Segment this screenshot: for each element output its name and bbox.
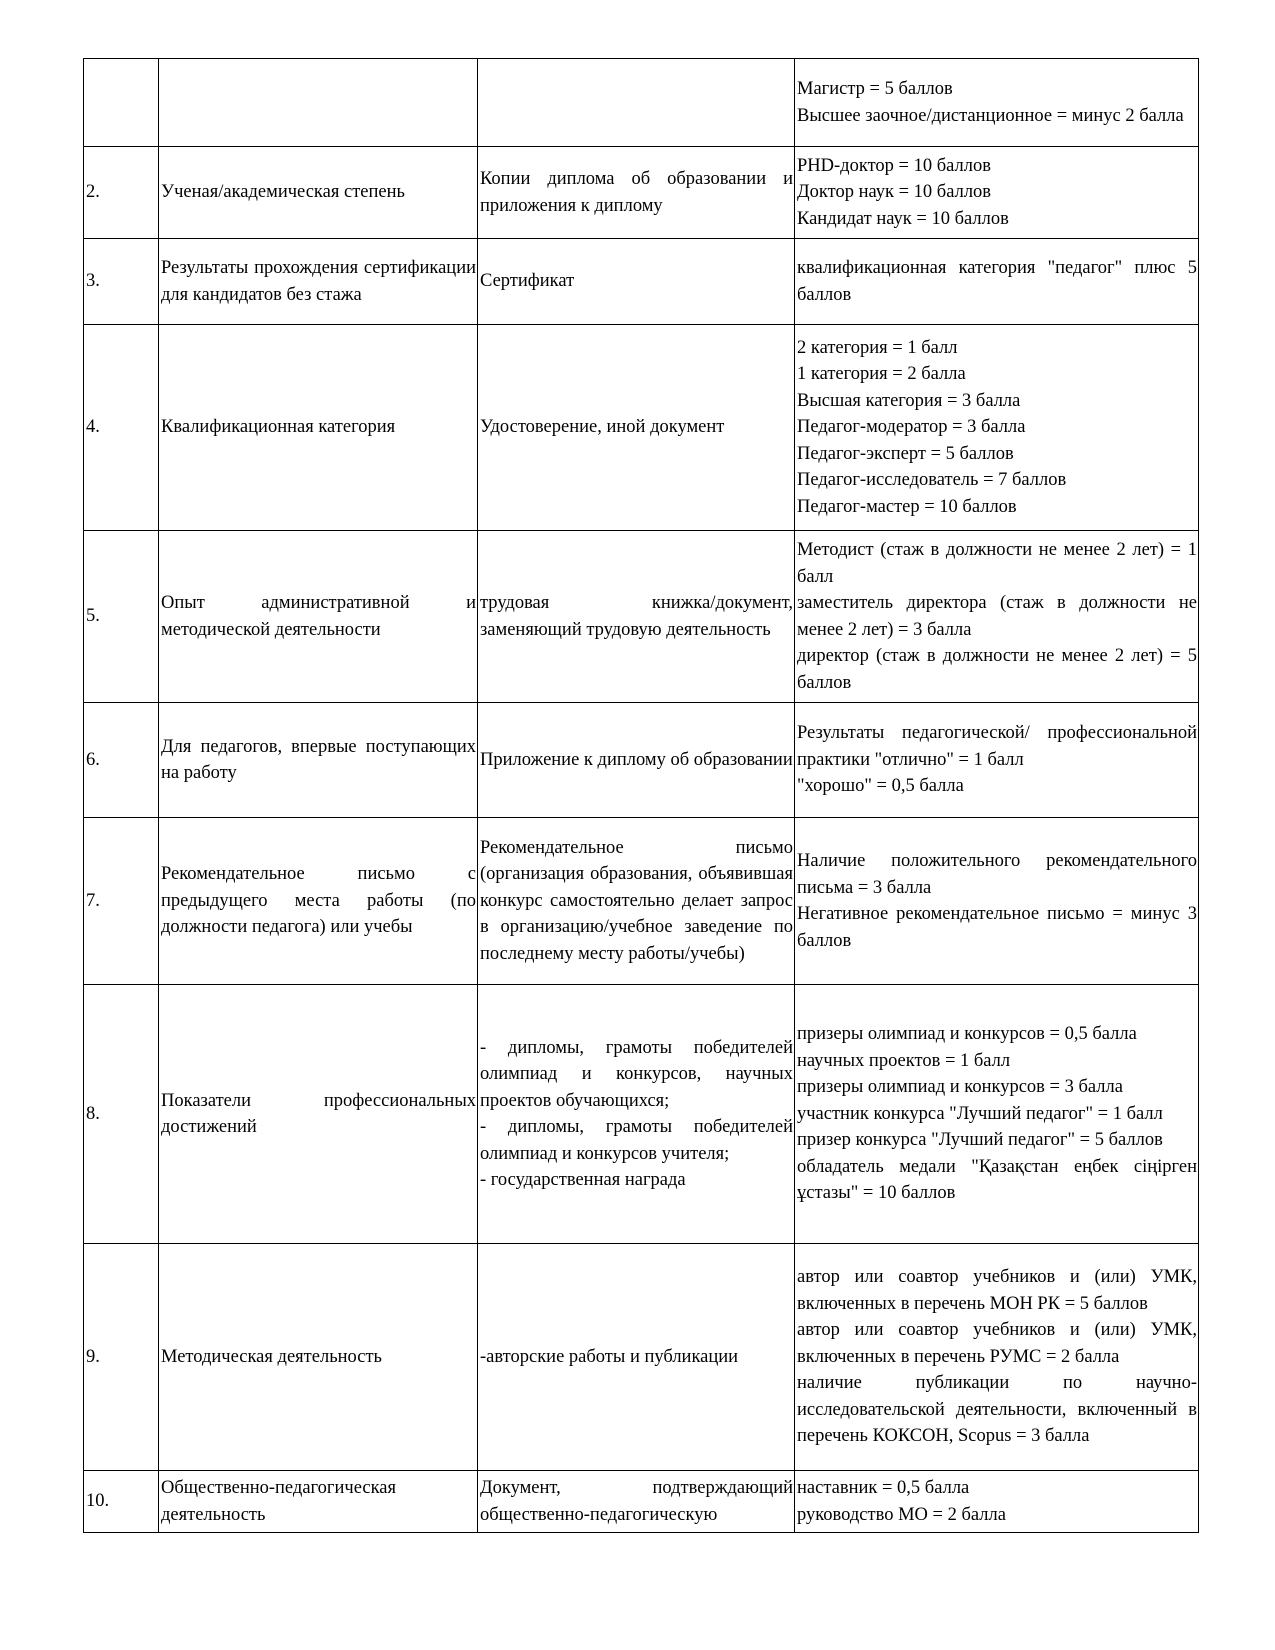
score-line: квалификационная категория "педагог" плюс 5 баллов	[797, 258, 1197, 305]
document-cell	[478, 325, 795, 531]
criterion-cell	[159, 531, 478, 703]
document-cell	[478, 531, 795, 703]
score-line: 1 категория = 2 балла	[797, 364, 966, 385]
score-line: Магистр = 5 баллов	[797, 79, 953, 99]
row-number-cell: 3.	[84, 239, 159, 325]
table-row	[84, 531, 1199, 703]
document-line: Приложение к диплому об образовании	[480, 749, 793, 770]
row-number-cell: 4.	[84, 325, 159, 531]
score-line: "хорошо" = 0,5 балла	[797, 776, 964, 797]
table-row	[84, 985, 1199, 1244]
row-number-cell: 2.	[84, 147, 159, 239]
document-cell	[478, 239, 795, 325]
score-cell	[795, 703, 1199, 818]
criterion-cell	[159, 703, 478, 818]
document-cell	[478, 703, 795, 818]
score-line: призер конкурса "Лучший педагог" = 5 баллов	[797, 1130, 1163, 1151]
row-number-cell	[84, 59, 159, 147]
score-cell	[795, 147, 1199, 239]
score-line: призеры олимпиад и конкурсов = 0,5 балла	[797, 1024, 1137, 1045]
criterion-line: Общественно-педагогическая деятельность	[161, 1478, 397, 1525]
score-line: Кандидат наук = 10 баллов	[797, 208, 1009, 229]
table-row	[84, 147, 1199, 239]
score-cell	[795, 531, 1199, 703]
document-line: - государственная награда	[480, 1170, 686, 1190]
table-row	[84, 239, 1199, 325]
score-line: автор или соавтор учебников и (или) УМК, включенных в перечень МОН РК = 5 баллов	[797, 1267, 1197, 1314]
criterion-cell	[159, 1471, 478, 1533]
document-cell	[478, 147, 795, 239]
score-line: Педагог-мастер = 10 баллов	[797, 496, 1017, 517]
score-line: обладатель медали "Қазақстан еңбек сіңірген ұстазы" = 10 баллов	[797, 1156, 1197, 1204]
score-cell	[795, 1244, 1199, 1471]
document-line: Удостоверение, иной документ	[480, 417, 725, 438]
row-number-cell: 5.	[84, 531, 159, 703]
score-line: призеры олимпиад и конкурсов = 3 балла	[797, 1077, 1123, 1098]
score-line: Методист (стаж в должности не менее 2 лет) = 1 балл	[797, 540, 1197, 587]
criterion-cell	[159, 147, 478, 239]
score-line: автор или соавтор учебников и (или) УМК, включенных в перечень РУМС = 2 балла	[797, 1320, 1197, 1367]
score-line: Результаты педагогической/ профессиональной практики "отлично" = 1 балл	[797, 723, 1197, 770]
score-line: Педагог-эксперт = 5 баллов	[797, 443, 1014, 464]
document-line: - дипломы, грамоты победителей олимпиад и конкурсов учителя;	[480, 1117, 793, 1164]
document-cell	[478, 1244, 795, 1471]
criterion-cell	[159, 818, 478, 985]
score-line: участник конкурса "Лучший педагог" = 1 балл	[797, 1103, 1163, 1124]
criterion-line: Результаты прохождения сертификации для кандидатов без стажа	[161, 258, 476, 305]
document-cell	[478, 985, 795, 1244]
score-line: Высшая категория = 3 балла	[797, 390, 1021, 411]
score-line: наставник = 0,5 балла	[797, 1478, 970, 1498]
criterion-line: Квалификационная категория	[161, 417, 396, 438]
score-line: научных проектов = 1 балл	[797, 1050, 1011, 1071]
document-page	[83, 58, 1198, 1533]
criterion-cell	[159, 1244, 478, 1471]
score-line: Высшее заочное/дистанционное = минус 2 балла	[797, 105, 1184, 126]
score-cell	[795, 239, 1199, 325]
criterion-cell	[159, 325, 478, 531]
score-line: Педагог-исследователь = 7 баллов	[797, 470, 1067, 491]
document-line: Копии диплома об образовании и приложения к диплому	[480, 169, 793, 216]
document-line: - дипломы, грамоты победителей олимпиад и конкурсов, научных проектов обучающихся;	[480, 1037, 793, 1111]
document-cell	[478, 818, 795, 985]
score-cell	[795, 818, 1199, 985]
document-line: трудовая книжка/документ, заменяющий трудовую деятельность	[480, 593, 793, 640]
criterion-line: Опыт административной и методической деятельности	[161, 593, 476, 640]
criterion-line: Методическая деятельность	[161, 1346, 382, 1367]
score-line: Негативное рекомендательное письмо = минус 3 баллов	[797, 904, 1197, 951]
criteria-table	[83, 58, 1199, 1533]
table-row	[84, 818, 1199, 985]
row-number-cell: 7.	[84, 818, 159, 985]
row-number-cell: 6.	[84, 703, 159, 818]
table-row	[84, 1244, 1199, 1471]
criterion-line: Для педагогов, впервые поступающих на работу	[161, 736, 476, 783]
criterion-cell	[159, 59, 478, 147]
document-line: -авторские работы и публикации	[480, 1346, 739, 1367]
score-line: директор (стаж в должности не менее 2 лет) = 5 баллов	[797, 646, 1197, 693]
document-cell	[478, 1471, 795, 1533]
score-line: Педагог-модератор = 3 балла	[797, 417, 1026, 438]
score-line: PHD-доктор = 10 баллов	[797, 155, 991, 176]
criterion-line: Показатели профессиональных достижений	[161, 1090, 476, 1137]
criterion-line: Ученая/академическая степень	[161, 182, 405, 203]
document-line: Документ, подтверждающий общественно-педагогическую	[480, 1478, 793, 1525]
score-cell	[795, 985, 1199, 1244]
score-cell	[795, 1471, 1199, 1533]
row-number-cell: 9.	[84, 1244, 159, 1471]
score-cell	[795, 325, 1199, 531]
criterion-cell	[159, 985, 478, 1244]
row-number-cell: 8.	[84, 985, 159, 1244]
criterion-cell	[159, 239, 478, 325]
criteria-table-body	[84, 59, 1199, 1533]
document-line: Сертификат	[480, 271, 575, 292]
score-cell	[795, 59, 1199, 147]
score-line: Наличие положительного рекомендательного письма = 3 балла	[797, 851, 1197, 898]
table-row	[84, 1471, 1199, 1533]
score-line: руководство МО = 2 балла	[797, 1504, 1006, 1525]
criterion-line: Рекомендательное письмо с предыдущего места работы (по должности педагога) или учебы	[161, 864, 476, 938]
score-line: заместитель директора (стаж в должности не менее 2 лет) = 3 балла	[797, 593, 1197, 640]
row-number-cell: 10.	[84, 1471, 159, 1533]
table-row	[84, 703, 1199, 818]
document-line: Рекомендательное письмо (организация образования, объявившая конкурс самостоятельно делает запрос в организацию/учебное заведение по последнему месту работы/учебы)	[480, 837, 793, 964]
table-row	[84, 325, 1199, 531]
score-line: 2 категория = 1 балл	[797, 337, 958, 358]
document-cell	[478, 59, 795, 147]
score-line: Доктор наук = 10 баллов	[797, 182, 992, 203]
table-row	[84, 59, 1199, 147]
score-line: наличие публикации по научно-исследовательской деятельности, включенный в перечень КОКСОН, Scopus = 3 балла	[797, 1373, 1197, 1447]
